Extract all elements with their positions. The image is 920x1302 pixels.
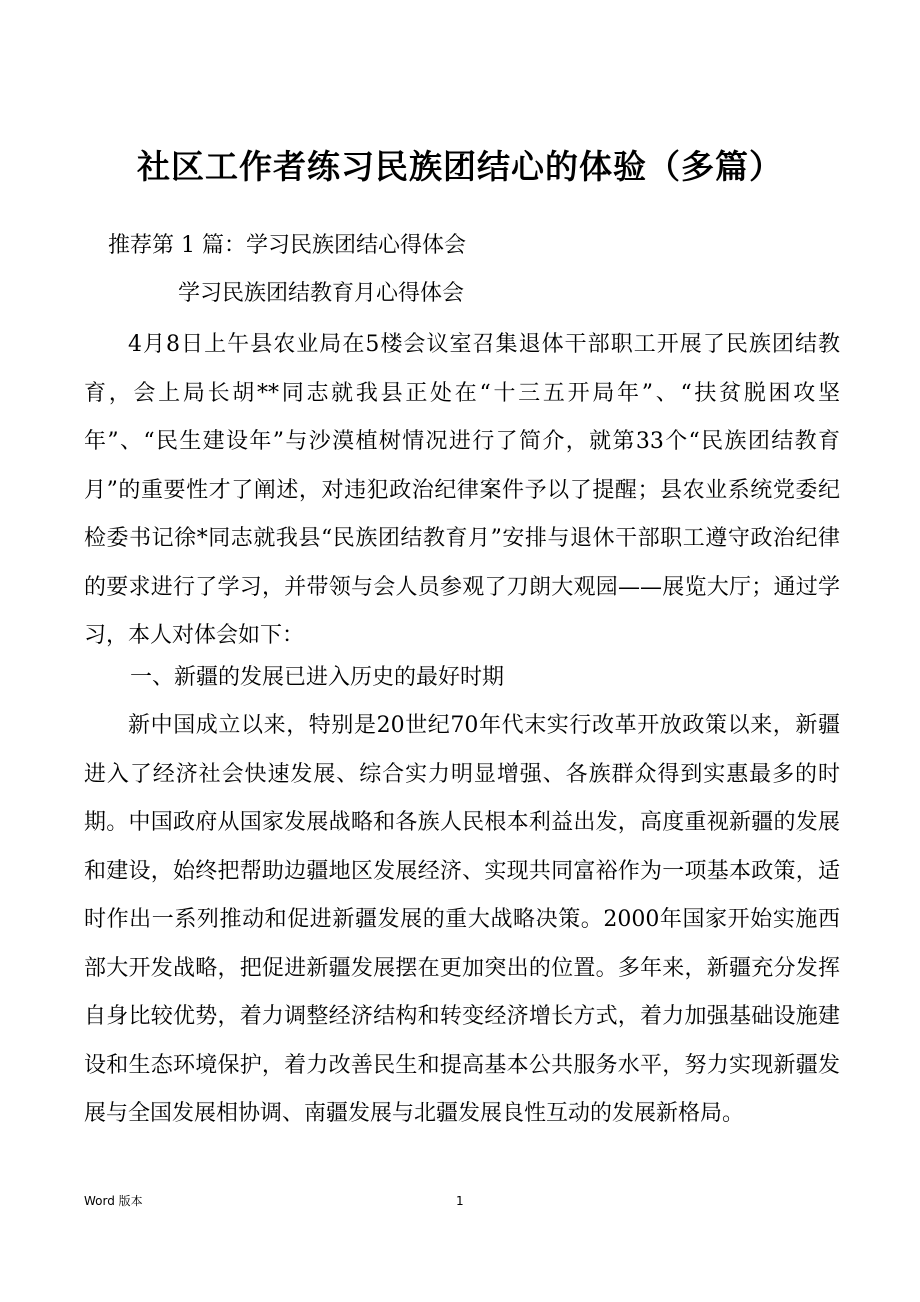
footer-page-number: 1 [456,1194,464,1208]
section-heading-1: 一、新疆的发展已进入历史的最好时期 [130,665,505,690]
body-paragraph-1: 4月8日上午县农业局在5楼会议室召集退体干部职工开展了民族团结教育，会上局长胡**同志就我县正处在“十三五开局年”、“扶贫脱困攻坚年”、“民生建设年”与沙漠植树情况进行了简介，就第33个“民族团结教育月”的重要性才了阐述，对违犯政治纪律案件予以了提醒；县农业系统党委纪检委书记徐*同志就我县“民族团结教育月”安排与退休干部职工遵守政治纪律的要求进行了学习，并带领与会人员参观了刀朗大观园——展览大厅；通过学习，本人对体会如下： [84,332,840,648]
article-subtitle: 学习民族团结教育月心得体会 [178,281,465,306]
footer-version-label: Word 版本 [84,1194,143,1208]
document-title: 社区工作者练习民族团结心的体验（多篇） [137,147,783,186]
recommend-heading: 推荐第 1 篇：学习民族团结心得体会 [108,233,466,258]
body-paragraph-2: 新中国成立以来，特别是20世纪70年代末实行改革开放政策以来，新疆进入了经济社会快速发展、综合实力明显增强、各族群众得到实惠最多的时期。中国政府从国家发展战略和各族人民根本利益出发，高度重视新疆的发展和建设，始终把帮助边疆地区发展经济、实现共同富裕作为一项基本政策，适时作出一系列推动和促进新疆发展的重大战略决策。2000年国家开始实施西部大开发战略，把促进新疆发展摆在更加突出的位置。多年来，新疆充分发挥自身比较优势，着力调整经济结构和转变经济增长方式，着力加强基础设施建设和生态环境保护，着力改善民生和提高基本公共服务水平，努力实现新疆发展与全国发展相协调、南疆发展与北疆发展良性互动的发展新格局。 [84,713,840,1126]
